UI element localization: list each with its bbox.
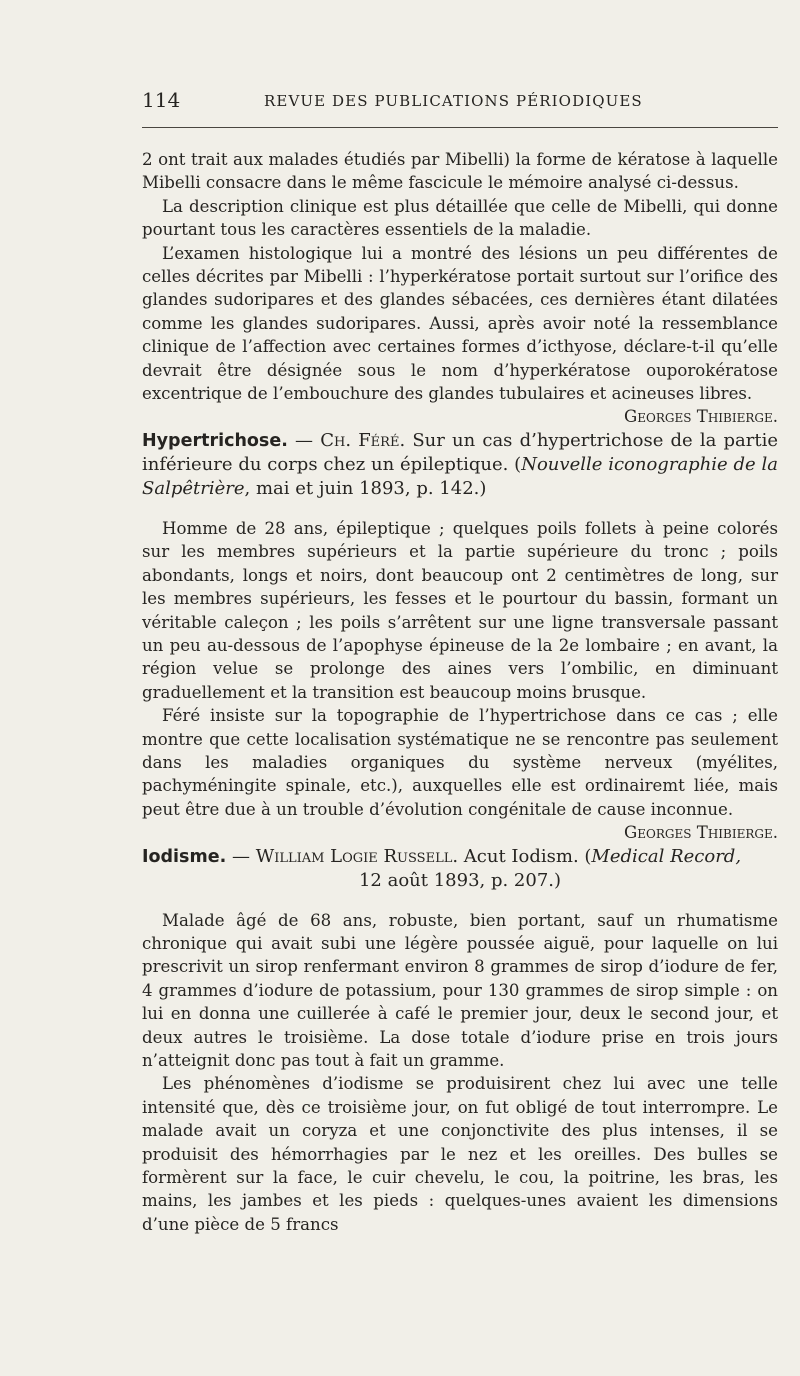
entry-journal: Medical Record, [591, 845, 742, 867]
entry-dash: — [287, 429, 321, 451]
header-rule [142, 127, 778, 128]
spacer [142, 893, 778, 909]
entry-citation: 12 août 1893, p. 207.) [358, 869, 562, 891]
entry-heading [142, 429, 778, 501]
paragraph: La description clinique est plus détaillée que celle de Mibelli, qui donne pourtant tous les caractères essentiels de la maladie. [142, 196, 778, 240]
page-header [142, 88, 782, 118]
paragraph: Malade âgé de 68 ans, robuste, bien portant, sauf un rhumatisme chronique qui avait subi une légère poussée aiguë, pour laquelle on lui prescrivit un sirop renfermant environ 8 grammes de sirop d’iodure de fer, 4 grammes d’iodure de potassium, pour 130 grammes de sirop simple : on lui en donna une cuillerée à café le premier jour, deux le second jour, et deux autres le troisième. La dose totale d’iodure prise en trois jours n’atteignit donc pas tout à fait un gramme. [142, 910, 778, 1070]
paragraph: Féré insiste sur la topographie de l’hypertrichose dans ce cas ; elle montre que cette localisation systématique ne se rencontre pas seulement dans les maladies organiques du système nerveux (myélites, pachyméningite spinale, etc.), auxquelles elle est ordinairemt liée, mais peut être due à un trouble d’évolution congénitale de cause inconnue. [142, 706, 778, 819]
paragraph: Les phénomènes d’iodisme se produisirent chez lui avec une telle intensité que, dès ce troisième jour, on fut obligé de tout interrompre. Le malade avait un coryza et une conjonctivite des plus intenses, il se produisit des hémorrhagies par le nez et les oreilles. Des bulles se formèrent sur la face, le cuir chevelu, le cou, la poitrine, les bras, les mains, les jambes et les pieds : quelques-unes avaient les dimensions d’une pièce de 5 francs [142, 1074, 778, 1234]
page-body [142, 148, 778, 1236]
paragraph: 2 ont trait aux malades étudiés par Mibelli) la forme de kératose à laquelle Mibelli consacre dans le même fascicule le mémoire analysé ci-dessus. [142, 150, 778, 193]
entry-journal: Nouvelle iconographie de la Salpêtrière [142, 453, 778, 499]
entry-author: Ch. Féré. [320, 429, 406, 451]
article-iodisme [142, 845, 778, 1237]
signature: Georges Thibierge. [624, 823, 778, 843]
entry-title: Sur un cas d’hypertrichose de la partie inférieure du corps chez un épileptique. ( [142, 429, 778, 475]
entry-keyword: Iodisme. [142, 846, 227, 867]
article-hypertrichose [142, 429, 778, 845]
entry-title: Acut Iodism. ( [458, 845, 592, 867]
signature: Georges Thibierge. [624, 407, 778, 427]
entry-author: William Logie Russell. [255, 845, 459, 867]
entry-dash: — [226, 845, 256, 867]
paragraph: Homme de 28 ans, épileptique ; quelques poils follets à peine colorés sur les membres supérieurs et la partie supérieure du tronc ; poils abondants, longs et noirs, dont beaucoup ont 2 centimètres de long, sur les membres supérieurs, les fesses et le pourtour du bassin, formant un véritable caleçon ; les poils s’arrêtent sur une ligne transversale passant un peu au-dessous de l’apophyse épineuse de la 2e lombaire ; en avant, la région velue se prolonge des aines vers l’ombilic, en diminuant graduellement et la transition est beaucoup moins brusque. [142, 518, 778, 702]
spacer [142, 501, 778, 517]
page-number: 114 [142, 88, 181, 112]
article-keratose [142, 148, 778, 429]
entry-heading [142, 845, 778, 869]
entry-citation: , mai et juin 1893, p. 142.) [244, 477, 487, 499]
entry-keyword: Hypertrichose. [142, 430, 288, 451]
paragraph: L’examen histologique lui a montré des lésions un peu différentes de celles décrites par Mibelli : l’hyperkératose portait surtout sur l’orifice des glandes sudoripares et des glandes sébacées, ces dernières étant dilatées comme les glandes sudoripares. Aussi, après avoir noté la ressemblance clinique de l’affection avec certaines formes d’icthyose, déclare-t-il qu’elle devrait être désignée sous le nom d’hyperkératose ouporokératose excentrique de l’embouchure des glandes tubulaires et acineuses libres. [142, 243, 778, 404]
running-head: REVUE DES PUBLICATIONS PÉRIODIQUES [264, 92, 643, 110]
